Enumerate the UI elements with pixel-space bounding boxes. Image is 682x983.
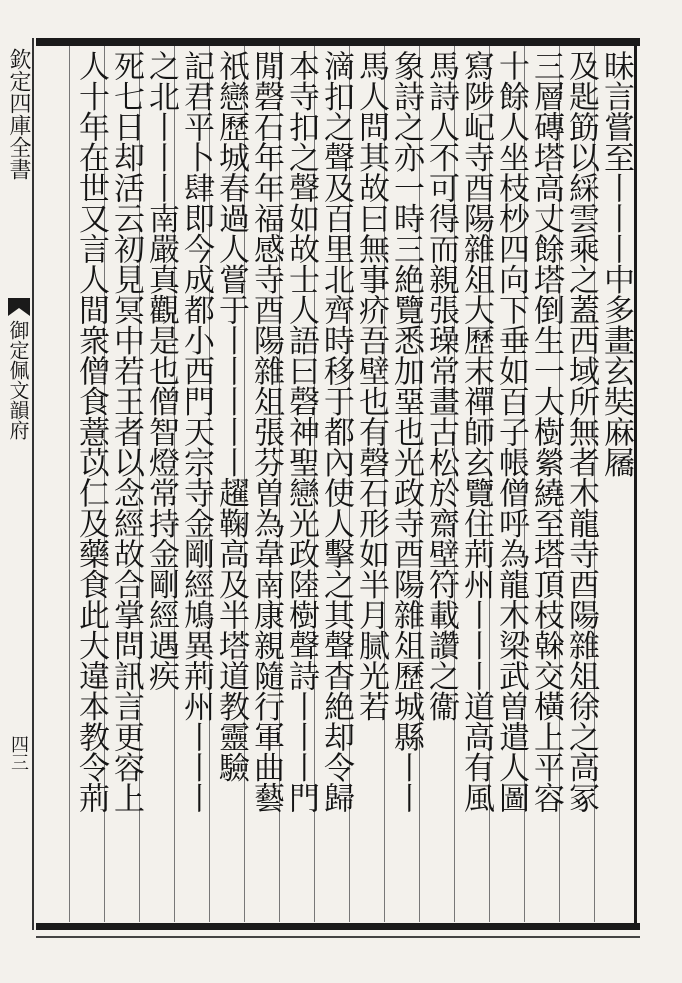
text-column: 象詩之亦一時三絶覽悉加堊也光政寺酉陽雜俎歷城縣丨丨: [388, 50, 424, 813]
bottom-thin-rule: [36, 936, 640, 938]
text-column: 人十年在世又言人間衆僧食薏苡仁及藥食此大違本教令荊: [73, 50, 109, 813]
text-column: 記君平卜肆即今成都小西門天宗寺金剛經鳩異荊州丨丨丨: [178, 50, 214, 813]
text-column: 十餘人坐枝杪四向下垂如百子帳僧呼為龍木梁武曽遣人圖: [493, 50, 529, 813]
text-column: 之北丨丨丨南嚴真觀是也僧智燈常持金剛經遇疾: [143, 50, 179, 691]
margin-divider: [32, 38, 34, 930]
text-column: 閒磬石年年福感寺酉陽雜俎張芬曽為韋南康親隨行軍曲藝: [248, 50, 284, 813]
book-title: 欽定四庫全書: [6, 48, 31, 180]
text-column: 及匙筯以綵雲乘之蓋西域所無者木龍寺酉陽雜俎徐之高冢: [563, 50, 599, 813]
fishtail-mark: [6, 296, 32, 318]
top-border-rule: [36, 38, 640, 46]
text-column: 祇戀歷城春過人嘗于丨丨丨丨丨趯鞠高及半塔道教靈驗: [213, 50, 249, 782]
text-column: 滴扣之聲及百里北齊時移于都內使人擊之其聲杳絶却令歸: [318, 50, 354, 813]
text-column: 馬人問其故曰無事疥吾壁也有磬石形如半月腻光若: [353, 50, 389, 721]
text-column: 馬詩人不可得而親張璪常畫古松於齋壁符載讚之衞: [423, 50, 459, 721]
bottom-border-rule: [36, 923, 640, 930]
text-column: 死七日却活云初見冥中若王者以念經故合掌問訊言更容上: [108, 50, 144, 813]
column-rule: [69, 46, 70, 922]
running-title: 御定佩文韻府: [6, 320, 30, 440]
page-number: 四三: [8, 735, 29, 771]
text-column: 三層磚塔高丈餘塔倒生一大樹縈繞至塔頂枝榦交橫上平容: [528, 50, 564, 813]
text-column: 本寺扣之聲如故士人語曰磬神聖戀光政陸樹聲詩丨丨丨門: [283, 50, 319, 813]
text-column: 寫陟屺寺酉陽雜俎大歷末禪師玄覽住荊州丨丨丨道高有風: [458, 50, 494, 813]
text-column: 昧言嘗至丨丨丨中多畫玄奘麻屩: [598, 50, 634, 477]
